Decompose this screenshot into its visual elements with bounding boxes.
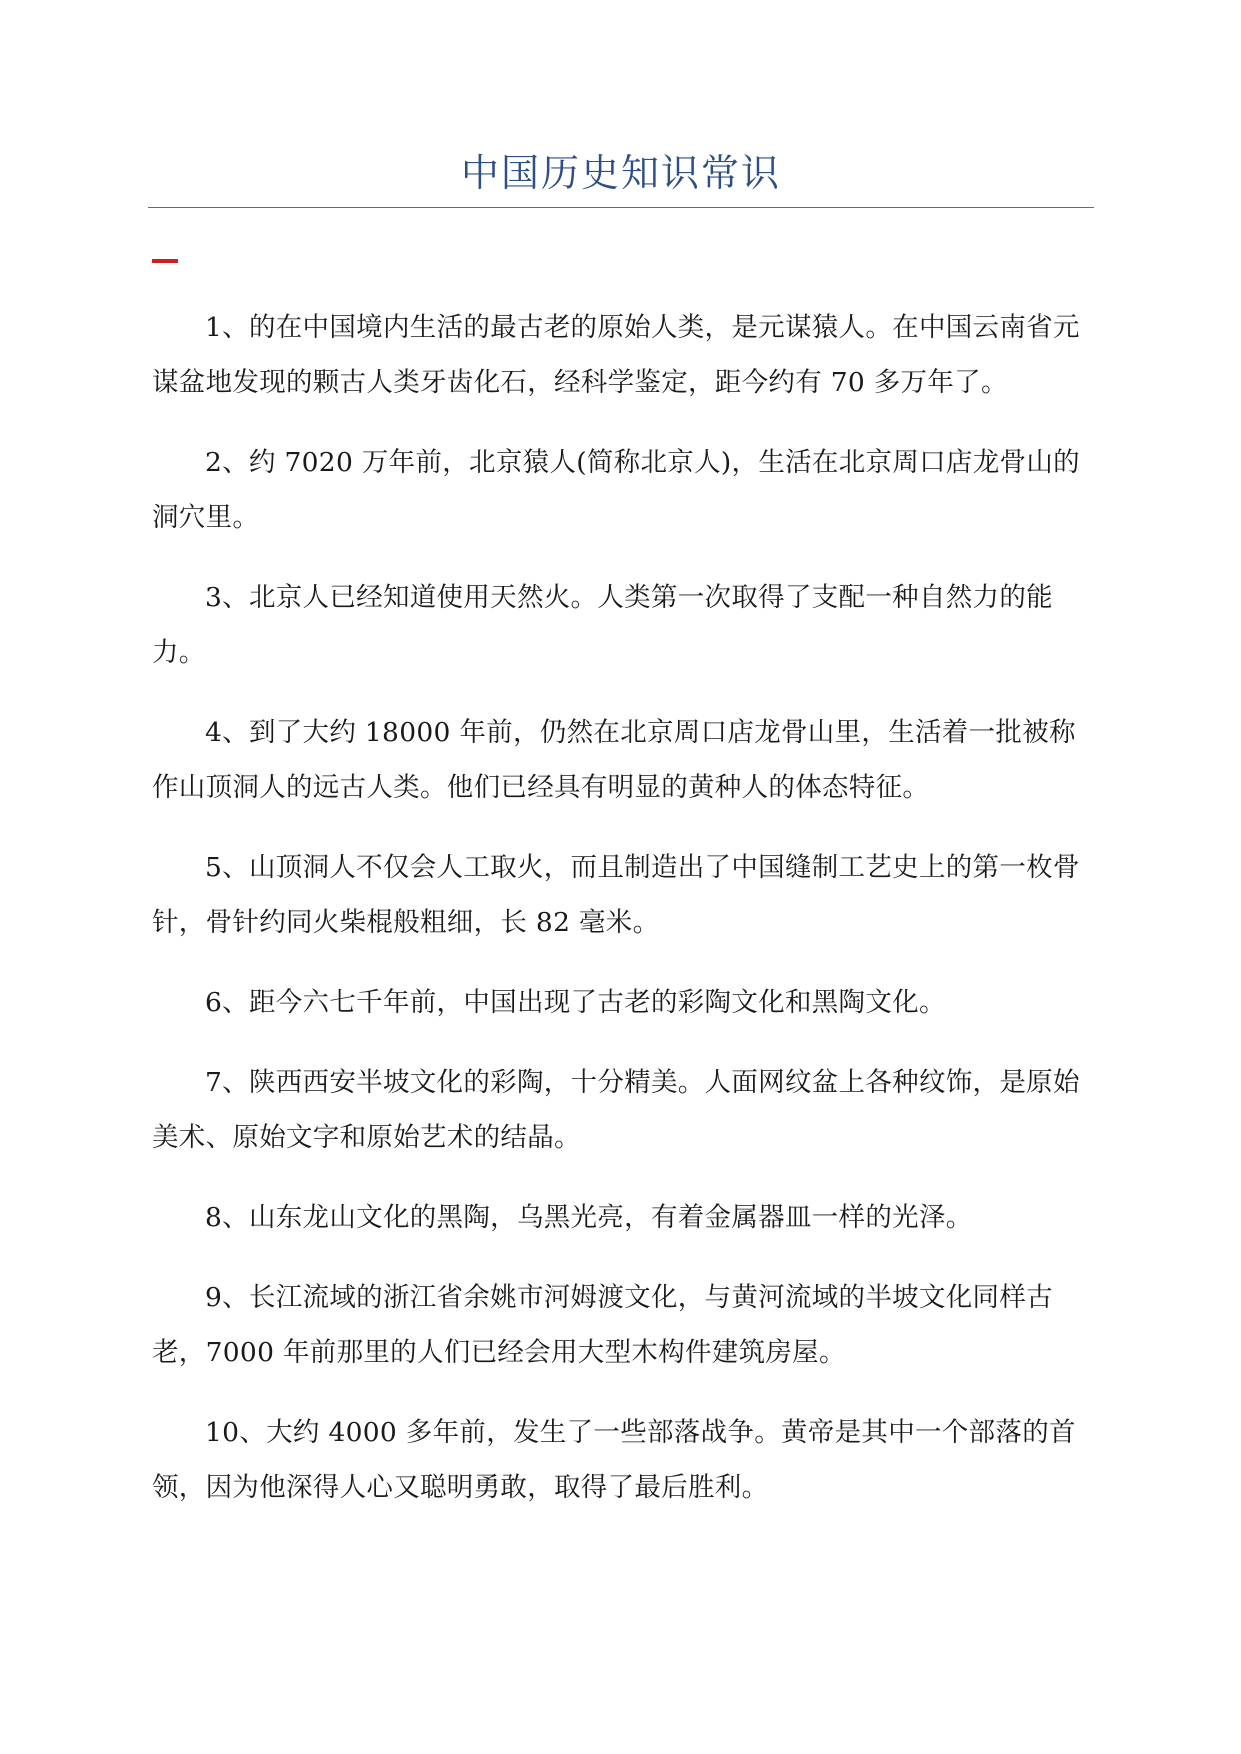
- paragraph-9: 9、长江流域的浙江省余姚市河姆渡文化，与黄河流域的半坡文化同样古老，7000 年前那里的人们已经会用大型木构件建筑房屋。: [152, 1282, 1053, 1368]
- document-body: [152, 300, 1082, 1540]
- paragraph-5: 5、山顶洞人不仅会人工取火，而且制造出了中国缝制工艺史上的第一枚骨针，骨针约同火柴棍般粗细，长 82 毫米。: [152, 852, 1080, 938]
- paragraph-2: 2、约 7020 万年前，北京猿人(简称北京人)，生活在北京周口店龙骨山的洞穴里。: [152, 447, 1080, 533]
- paragraph-3: 3、北京人已经知道使用天然火。人类第一次取得了支配一种自然力的能力。: [152, 582, 1053, 668]
- paragraph-8: 8、山东龙山文化的黑陶，乌黑光亮，有着金属器皿一样的光泽。: [205, 1202, 973, 1233]
- paragraph-1: 1、的在中国境内生活的最古老的原始人类，是元谋猿人。在中国云南省元谋盆地发现的颗古人类牙齿化石，经科学鉴定，距今约有 70 多万年了。: [152, 312, 1080, 398]
- section-mark-yi: [152, 259, 178, 263]
- title-underline: [148, 207, 1094, 208]
- paragraph-10: 10、大约 4000 多年前，发生了一些部落战争。黄帝是其中一个部落的首领，因为他深得人心又聪明勇敢，取得了最后胜利。: [152, 1417, 1076, 1503]
- paragraph-7: 7、陕西西安半坡文化的彩陶，十分精美。人面网纹盆上各种纹饰，是原始美术、原始文字和原始艺术的结晶。: [152, 1067, 1080, 1153]
- paragraph-4: 4、到了大约 18000 年前，仍然在北京周口店龙骨山里，生活着一批被称作山顶洞人的远古人类。他们已经具有明显的黄种人的体态特征。: [152, 717, 1076, 803]
- document-title: 中国历史知识常识: [460, 151, 781, 195]
- paragraph-6: 6、距今六七千年前，中国出现了古老的彩陶文化和黑陶文化。: [205, 987, 946, 1018]
